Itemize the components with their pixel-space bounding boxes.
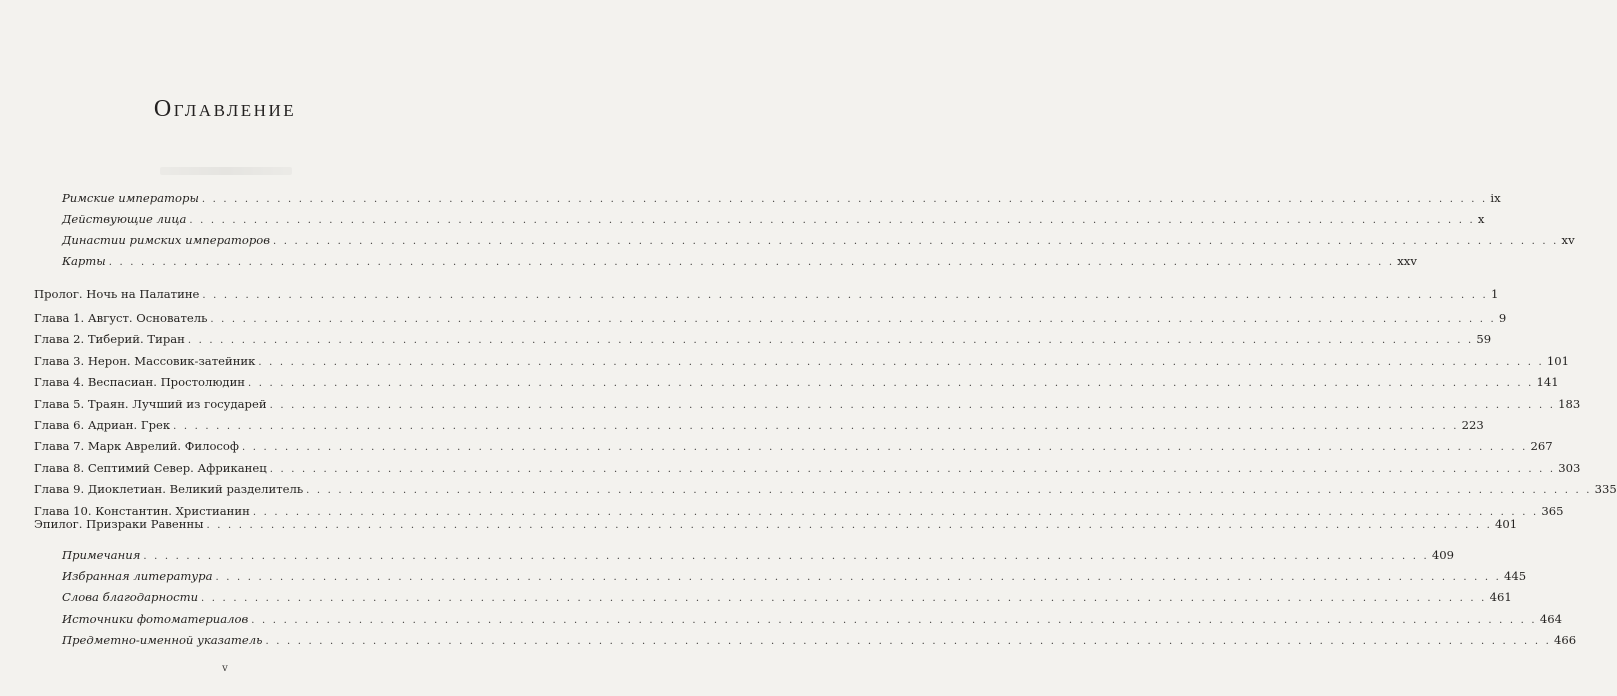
toc-entry[interactable] (62, 566, 1527, 586)
dot-leader: . . . . . . . . . . . . . . . . . . . . . . . . . . . . . . . . . . . . . . . . . . . . . . . . . . . . . . . . . . . . . . . . . . . . . . . . . . . . . . . . . . . . . . . . . . . . . . . . . . . . . . . . . . . . . . . . . . . . . . . . (269, 463, 1556, 475)
toc-entry[interactable] (62, 188, 1501, 208)
toc-entry-title: Пролог. Ночь на Палатине (34, 287, 200, 301)
toc-entry-page: 1 (1490, 287, 1499, 301)
dot-leader: . . . . . . . . . . . . . . . . . . . . . . . . . . . . . . . . . . . . . . . . . . . . . . . . . . . . . . . . . . . . . . . . . . . . . . . . . . . . . . . . . . . . . . . . . . . . . . . . . . . . . . . . . . . . . . . . . . . . . . . . (143, 551, 1429, 562)
page-number: v (222, 663, 228, 674)
toc-entry-page: 401 (1495, 517, 1518, 531)
toc-entry[interactable] (62, 630, 1577, 650)
toc-entry-page: xxv (1397, 254, 1417, 268)
toc-entry[interactable] (34, 351, 1570, 371)
toc-entry-title: Глава 5. Траян. Лучший из государей (34, 396, 267, 411)
toc-entry-page: 365 (1541, 503, 1564, 518)
toc-entry-title: Глава 3. Нерон. Массовик-затейник (34, 353, 256, 368)
dot-leader: . . . . . . . . . . . . . . . . . . . . . . . . . . . . . . . . . . . . . . . . . . . . . . . . . . . . . . . . . . . . . . . . . . . . . . . . . . . . . . . . . . . . . . . . . . . . . . . . . . . . . . . . . . . . . . . . . . . . . . . . (189, 215, 1475, 226)
dot-leader: . . . . . . . . . . . . . . . . . . . . . . . . . . . . . . . . . . . . . . . . . . . . . . . . . . . . . . . . . . . . . . . . . . . . . . . . . . . . . . . . . . . . . . . . . . . . . . . . . . . . . . . . . . . . . . . . . . . . . . . . (258, 356, 1544, 368)
toc-entry[interactable] (62, 545, 1455, 565)
toc-entry-page: 461 (1489, 590, 1512, 605)
dot-leader: . . . . . . . . . . . . . . . . . . . . . . . . . . . . . . . . . . . . . . . . . . . . . . . . . . . . . . . . . . . . . . . . . . . . . . . . . . . . . . . . . . . . . . . . . . . . . . . . . . . . . . . . . . . . . . . . . . . . . . . . (206, 520, 1492, 531)
toc-entry[interactable] (34, 479, 1617, 499)
toc-entry-title: Глава 8. Септимий Север. Африканец (34, 460, 267, 475)
toc-entry[interactable] (34, 394, 1581, 414)
dot-leader: . . . . . . . . . . . . . . . . . . . . . . . . . . . . . . . . . . . . . . . . . . . . . . . . . . . . . . . . . . . . . . . . . . . . . . . . . . . . . . . . . . . . . . . . . . . . . . . . . . . . . . . . . . . . . . . . . . . . . . . . (173, 421, 1459, 432)
toc-entry-title: Предметно-именной указатель (62, 632, 263, 647)
toc-entry[interactable] (34, 308, 1507, 328)
toc-entry-title: Действующие лица (62, 212, 187, 226)
page-title: Оглавление (153, 96, 297, 122)
toc-entry-title: Карты (62, 254, 106, 268)
dot-leader: . . . . . . . . . . . . . . . . . . . . . . . . . . . . . . . . . . . . . . . . . . . . . . . . . . . . . . . . . . . . . . . . . . . . . . . . . . . . . . . . . . . . . . . . . . . . . . . . . . . . . . . . . . . . . . . . . . . . . . . . (108, 257, 1395, 268)
toc-entry-title: Династии римских императоров (62, 233, 271, 247)
toc-entry-title: Глава 10. Константин. Христианин (34, 503, 250, 518)
toc-entry-page: 464 (1539, 611, 1562, 626)
dot-leader: . . . . . . . . . . . . . . . . . . . . . . . . . . . . . . . . . . . . . . . . . . . . . . . . . . . . . . . . . . . . . . . . . . . . . . . . . . . . . . . . . . . . . . . . . . . . . . . . . . . . . . . . . . . . . . . . . . . . . . . . (251, 614, 1537, 626)
toc-entry-page: 267 (1530, 439, 1553, 454)
toc-entry-title: Глава 4. Веспасиан. Простолюдин (34, 375, 246, 390)
dot-leader: . . . . . . . . . . . . . . . . . . . . . . . . . . . . . . . . . . . . . . . . . . . . . . . . . . . . . . . . . . . . . . . . . . . . . . . . . . . . . . . . . . . . . . . . . . . . . . . . . . . . . . . . . . . . . . . . . . . . . . . . (210, 314, 1496, 325)
toc-entry-page: 9 (1498, 311, 1507, 325)
toc-entry-title: Глава 1. Август. Основатель (34, 311, 208, 325)
toc-entry-page: 223 (1461, 418, 1484, 432)
dot-leader: . . . . . . . . . . . . . . . . . . . . . . . . . . . . . . . . . . . . . . . . . . . . . . . . . . . . . . . . . . . . . . . . . . . . . . . . . . . . . . . . . . . . . . . . . . . . . . . . . . . . . . . . . . . . . . . . . . . . . . . . (248, 378, 1534, 390)
toc-entry[interactable] (62, 587, 1512, 607)
dot-leader: . . . . . . . . . . . . . . . . . . . . . . . . . . . . . . . . . . . . . . . . . . . . . . . . . . . . . . . . . . . . . . . . . . . . . . . . . . . . . . . . . . . . . . . . . . . . . . . . . . . . . . . . . . . . . . . . . . . . . . . . (242, 442, 1528, 454)
dot-leader: . . . . . . . . . . . . . . . . . . . . . . . . . . . . . . . . . . . . . . . . . . . . . . . . . . . . . . . . . . . . . . . . . . . . . . . . . . . . . . . . . . . . . . . . . . . . . . . . . . . . . . . . . . . . . . . . . . . . . . . . (265, 635, 1551, 647)
toc-entry-title: Глава 9. Диоклетиан. Великий разделитель (34, 482, 304, 497)
toc-entry-title: Глава 6. Адриан. Грек (34, 418, 171, 432)
toc-entry[interactable] (62, 230, 1575, 250)
bleed-through-shadow (160, 167, 292, 175)
toc-entry-page: 141 (1536, 375, 1559, 390)
toc-entry[interactable] (34, 329, 1492, 349)
toc-entry-title: Глава 2. Тиберий. Тиран (34, 332, 185, 347)
toc-entry-title: Источники фотоматериалов (62, 611, 249, 626)
toc-entry[interactable] (62, 251, 1417, 271)
toc-entry-title: Римские императоры (62, 191, 199, 205)
toc-entry-page: 445 (1504, 569, 1527, 584)
dot-leader: . . . . . . . . . . . . . . . . . . . . . . . . . . . . . . . . . . . . . . . . . . . . . . . . . . . . . . . . . . . . . . . . . . . . . . . . . . . . . . . . . . . . . . . . . . . . . . . . . . . . . . . . . . . . . . . . . . . . . . . . (306, 485, 1592, 497)
toc-entry-page: xv (1561, 233, 1575, 247)
toc-entry[interactable] (34, 284, 1499, 304)
toc-entry-page: x (1477, 212, 1485, 226)
toc-entry-page: 409 (1431, 548, 1455, 562)
toc-entry-title: Избранная литература (62, 569, 213, 584)
toc-entry-page: 183 (1558, 396, 1581, 411)
toc-entry-title: Примечания (62, 548, 141, 562)
toc-entry[interactable] (34, 436, 1553, 456)
toc-entry-page: ix (1490, 191, 1501, 205)
toc-entry[interactable] (62, 609, 1562, 629)
toc-entry-title: Эпилог. Призраки Равенны (34, 517, 204, 531)
dot-leader: . . . . . . . . . . . . . . . . . . . . . . . . . . . . . . . . . . . . . . . . . . . . . . . . . . . . . . . . . . . . . . . . . . . . . . . . . . . . . . . . . . . . . . . . . . . . . . . . . . . . . . . . . . . . . . . . . . . . . . . . (273, 236, 1559, 247)
toc-entry-page: 335 (1594, 482, 1617, 497)
dot-leader: . . . . . . . . . . . . . . . . . . . . . . . . . . . . . . . . . . . . . . . . . . . . . . . . . . . . . . . . . . . . . . . . . . . . . . . . . . . . . . . . . . . . . . . . . . . . . . . . . . . . . . . . . . . . . . . . . . . . . . . . (269, 399, 1556, 411)
toc-entry[interactable] (34, 372, 1559, 392)
toc-entry-page: 303 (1558, 460, 1581, 475)
toc-entry-title: Слова благодарности (62, 590, 199, 605)
dot-leader: . . . . . . . . . . . . . . . . . . . . . . . . . . . . . . . . . . . . . . . . . . . . . . . . . . . . . . . . . . . . . . . . . . . . . . . . . . . . . . . . . . . . . . . . . . . . . . . . . . . . . . . . . . . . . . . . . . . . . . . . (202, 290, 1488, 301)
toc-entry-page: 466 (1553, 632, 1577, 647)
toc-entry[interactable] (34, 458, 1581, 478)
toc-entry-title: Глава 7. Марк Аврелий. Философ (34, 439, 239, 454)
toc-entry-page: 59 (1476, 332, 1492, 347)
toc-entry-page: 101 (1546, 353, 1570, 368)
toc-entry[interactable] (34, 415, 1484, 435)
dot-leader: . . . . . . . . . . . . . . . . . . . . . . . . . . . . . . . . . . . . . . . . . . . . . . . . . . . . . . . . . . . . . . . . . . . . . . . . . . . . . . . . . . . . . . . . . . . . . . . . . . . . . . . . . . . . . . . . . . . . . . . . (187, 335, 1474, 347)
dot-leader: . . . . . . . . . . . . . . . . . . . . . . . . . . . . . . . . . . . . . . . . . . . . . . . . . . . . . . . . . . . . . . . . . . . . . . . . . . . . . . . . . . . . . . . . . . . . . . . . . . . . . . . . . . . . . . . . . . . . . . . . (215, 572, 1501, 584)
toc-entry[interactable] (34, 514, 1518, 534)
dot-leader: . . . . . . . . . . . . . . . . . . . . . . . . . . . . . . . . . . . . . . . . . . . . . . . . . . . . . . . . . . . . . . . . . . . . . . . . . . . . . . . . . . . . . . . . . . . . . . . . . . . . . . . . . . . . . . . . . . . . . . . . (252, 506, 1539, 518)
toc-entry[interactable] (62, 209, 1485, 229)
dot-leader: . . . . . . . . . . . . . . . . . . . . . . . . . . . . . . . . . . . . . . . . . . . . . . . . . . . . . . . . . . . . . . . . . . . . . . . . . . . . . . . . . . . . . . . . . . . . . . . . . . . . . . . . . . . . . . . . . . . . . . . . (201, 593, 1487, 605)
dot-leader: . . . . . . . . . . . . . . . . . . . . . . . . . . . . . . . . . . . . . . . . . . . . . . . . . . . . . . . . . . . . . . . . . . . . . . . . . . . . . . . . . . . . . . . . . . . . . . . . . . . . . . . . . . . . . . . . . . . . . . . . (201, 194, 1488, 205)
